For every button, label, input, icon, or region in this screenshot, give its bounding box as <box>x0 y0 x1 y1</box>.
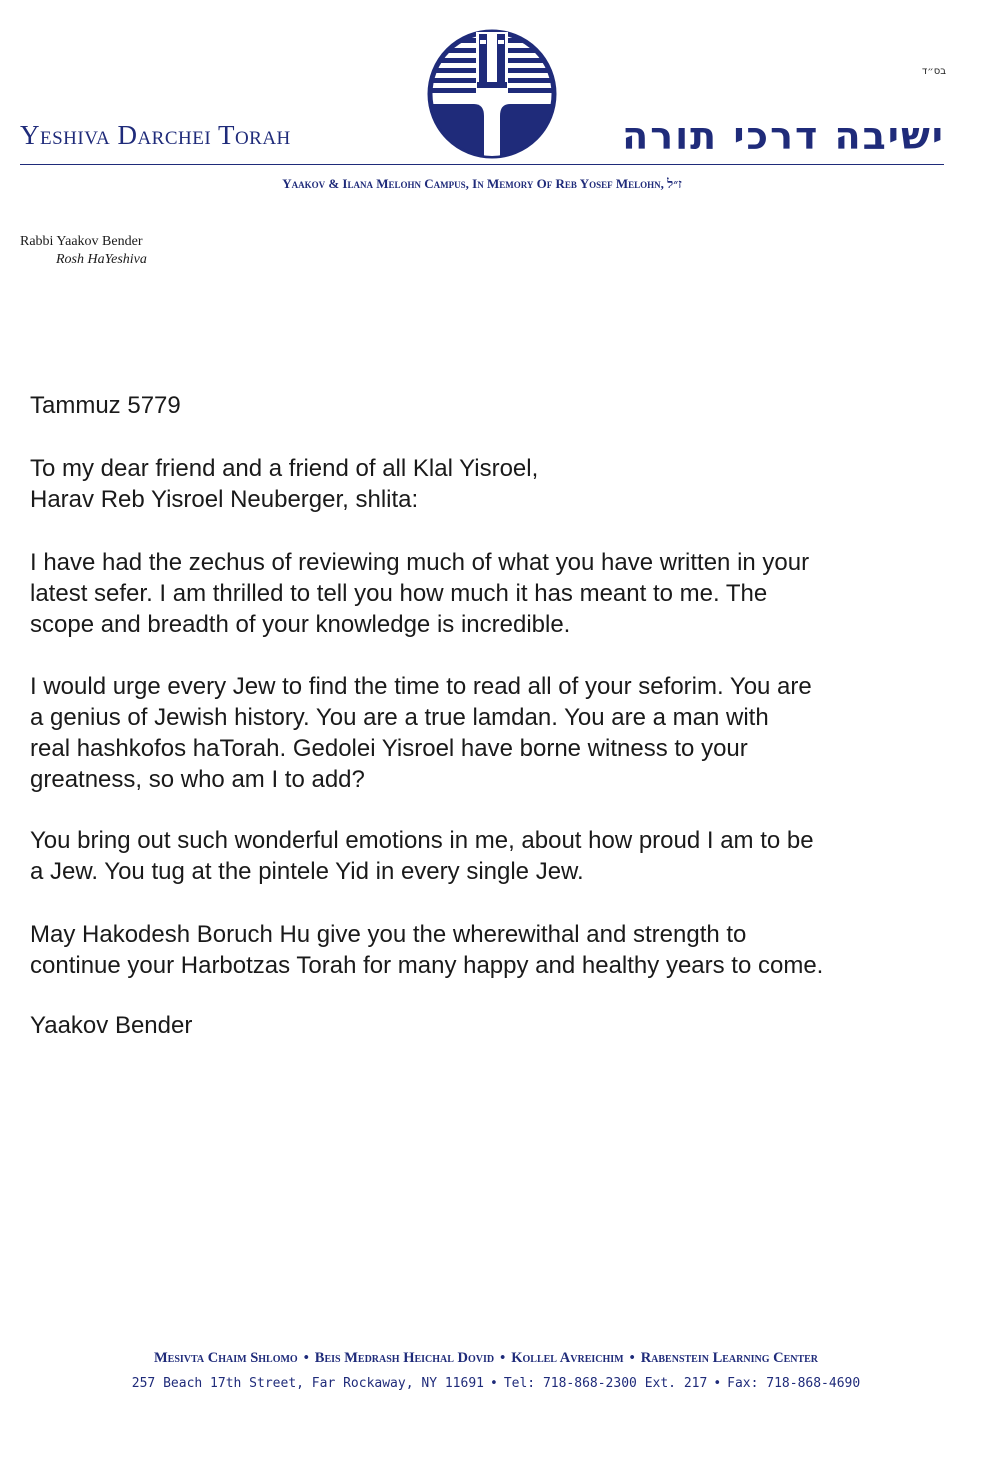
footer-tel: Tel: 718-868-2300 Ext. 217 <box>503 1376 708 1391</box>
letter-date: Tammuz 5779 <box>30 392 181 419</box>
yeshiva-name-hebrew: ישיבה דרכי תורה <box>622 114 945 158</box>
bullet-separator: • <box>500 1350 506 1366</box>
salutation-line: Harav Reb Yisroel Neuberger, shlita: <box>30 486 419 513</box>
bsd-mark: בס״ד <box>921 66 946 77</box>
signature: Yaakov Bender <box>30 1012 193 1039</box>
bullet-separator: • <box>713 1376 722 1391</box>
header-rule <box>20 164 944 165</box>
paragraph-3 <box>30 825 930 887</box>
paragraph-line: latest sefer. I am thrilled to tell you how much it has meant to me. The <box>30 580 768 607</box>
paragraph-line: scope and breadth of your knowledge is incredible. <box>30 611 571 638</box>
sender-name: Rabbi Yaakov Bender <box>20 234 143 249</box>
paragraph-line: You bring out such wonderful emotions in me, about how proud I am to be <box>30 827 814 854</box>
paragraph-line: continue your Harbotzas Torah for many happy and healthy years to come. <box>30 952 824 979</box>
footer-divisions <box>20 1350 952 1367</box>
paragraph-line: May Hakodesh Boruch Hu give you the wherewithal and strength to <box>30 921 747 948</box>
footer-contact <box>20 1376 972 1391</box>
yeshiva-name-english: Yeshiva Darchei Torah <box>20 120 291 150</box>
bullet-separator: • <box>629 1350 635 1366</box>
bullet-separator: • <box>303 1350 309 1366</box>
division-name: Kollel Avreichim <box>511 1350 624 1366</box>
sender-title: Rosh HaYeshiva <box>56 252 147 267</box>
paragraph-line: real hashkofos haTorah. Gedolei Yisroel have borne witness to your <box>30 735 748 762</box>
footer-address: 257 Beach 17th Street, Far Rockaway, NY 11691 <box>131 1376 484 1391</box>
paragraph-line: greatness, so who am I to add? <box>30 766 365 793</box>
paragraph-line: I have had the zechus of reviewing much of what you have written in your <box>30 549 810 576</box>
division-name: Mesivta Chaim Shlomo <box>153 1350 298 1366</box>
campus-line: Yaakov & Ilana Melohn Campus, In Memory Of Reb Yosef Melohn, ז״ל <box>282 176 682 191</box>
paragraph-line: a genius of Jewish history. You are a true lamdan. You are a man with <box>30 704 769 731</box>
paragraph-line: I would urge every Jew to find the time to read all of your seforim. You are <box>30 673 812 700</box>
yeshiva-logo-icon <box>422 24 562 164</box>
paragraph-4 <box>30 919 930 981</box>
paragraph-2 <box>30 671 930 795</box>
division-name: Rabenstein Learning Center <box>640 1350 819 1366</box>
footer-fax: Fax: 718-868-4690 <box>727 1376 861 1391</box>
salutation <box>30 453 930 515</box>
bullet-separator: • <box>489 1376 498 1391</box>
salutation-line: To my dear friend and a friend of all Klal Yisroel, <box>30 455 539 482</box>
paragraph-1 <box>30 547 930 640</box>
paragraph-line: a Jew. You tug at the pintele Yid in every single Jew. <box>30 858 584 885</box>
division-name: Beis Medrash Heichal Dovid <box>314 1350 495 1366</box>
